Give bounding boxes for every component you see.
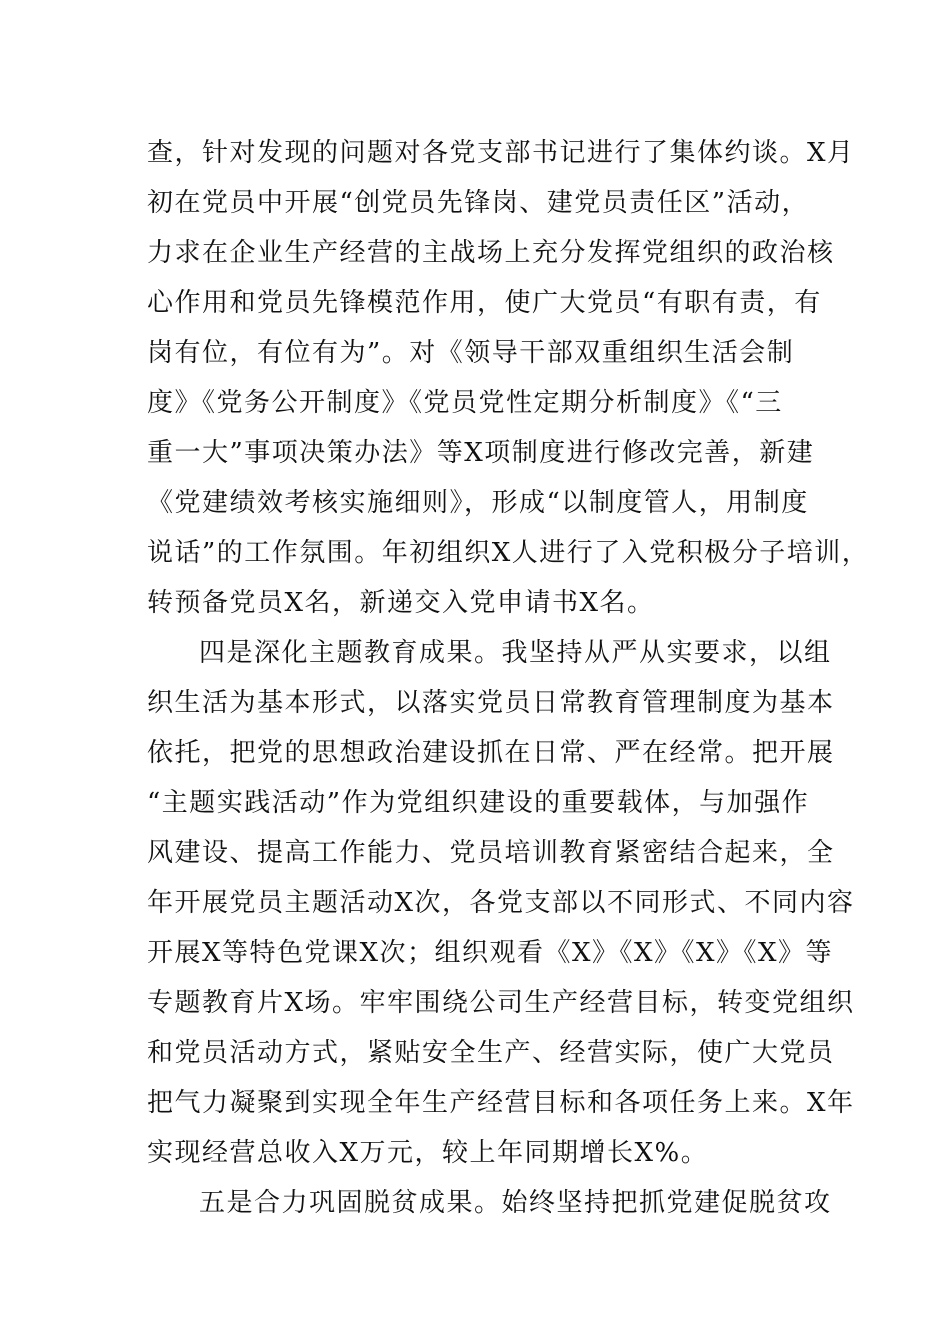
paragraph-2-line-5: 风建设、提高工作能力、党员培训教育紧密结合起来，全	[147, 838, 835, 868]
paragraph-2-line-1: 四是深化主题教育成果。我坚持从严从实要求，以组	[199, 638, 832, 668]
paragraph-1-line-3: 力求在企业生产经营的主战场上充分发挥党组织的政治核	[147, 238, 835, 268]
paragraph-2-line-3: 依托，把党的思想政治建设抓在日常、严在经常。把开展	[147, 738, 835, 768]
paragraph-1-line-9: 说话”的工作氛围。年初组织X人进行了入党积极分子培训，	[147, 538, 870, 568]
paragraph-1-line-4: 心作用和党员先锋模范作用，使广大党员“有职有责，有	[147, 288, 822, 318]
paragraph-2-line-4: “主题实践活动”作为党组织建设的重要载体，与加强作	[147, 788, 810, 818]
paragraph-2-line-2: 织生活为基本形式，以落实党员日常教育管理制度为基本	[147, 688, 835, 718]
paragraph-3-line-1: 五是合力巩固脱贫成果。始终坚持把抓党建促脱贫攻	[199, 1188, 832, 1218]
paragraph-1-line-7: 重一大”事项决策办法》等X项制度进行修改完善，新建	[147, 438, 815, 468]
paragraph-1-line-1: 查，针对发现的问题对各党支部书记进行了集体约谈。X月	[147, 138, 855, 168]
paragraph-2-line-8: 专题教育片X场。牢牢围绕公司生产经营目标，转变党组织	[147, 988, 855, 1018]
paragraph-1-line-8: 《党建绩效考核实施细则》，形成“以制度管人，用制度	[147, 488, 809, 518]
paragraph-1-line-5: 岗有位，有位有为”。对《领导干部双重组织生活会制	[147, 338, 795, 368]
paragraph-2-line-9: 和党员活动方式，紧贴安全生产、经营实际，使广大党员	[147, 1038, 835, 1068]
paragraph-2-line-11: 实现经营总收入X万元，较上年同期增长X%。	[147, 1138, 709, 1168]
paragraph-2-line-7: 开展X等特色党课X次；组织观看《X》《X》《X》《X》等	[147, 938, 834, 968]
paragraph-1-line-6: 度》《党务公开制度》《党员党性定期分析制度》《“三	[147, 388, 783, 418]
paragraph-1-line-2: 初在党员中开展“创党员先锋岗、建党员责任区”活动，	[147, 188, 810, 218]
paragraph-2-line-10: 把气力凝聚到实现全年生产经营目标和各项任务上来。X年	[147, 1088, 855, 1118]
paragraph-1-line-10: 转预备党员X名，新递交入党申请书X名。	[147, 588, 655, 618]
paragraph-2-line-6: 年开展党员主题活动X次，各党支部以不同形式、不同内容	[147, 888, 855, 918]
document-body	[147, 128, 870, 1228]
